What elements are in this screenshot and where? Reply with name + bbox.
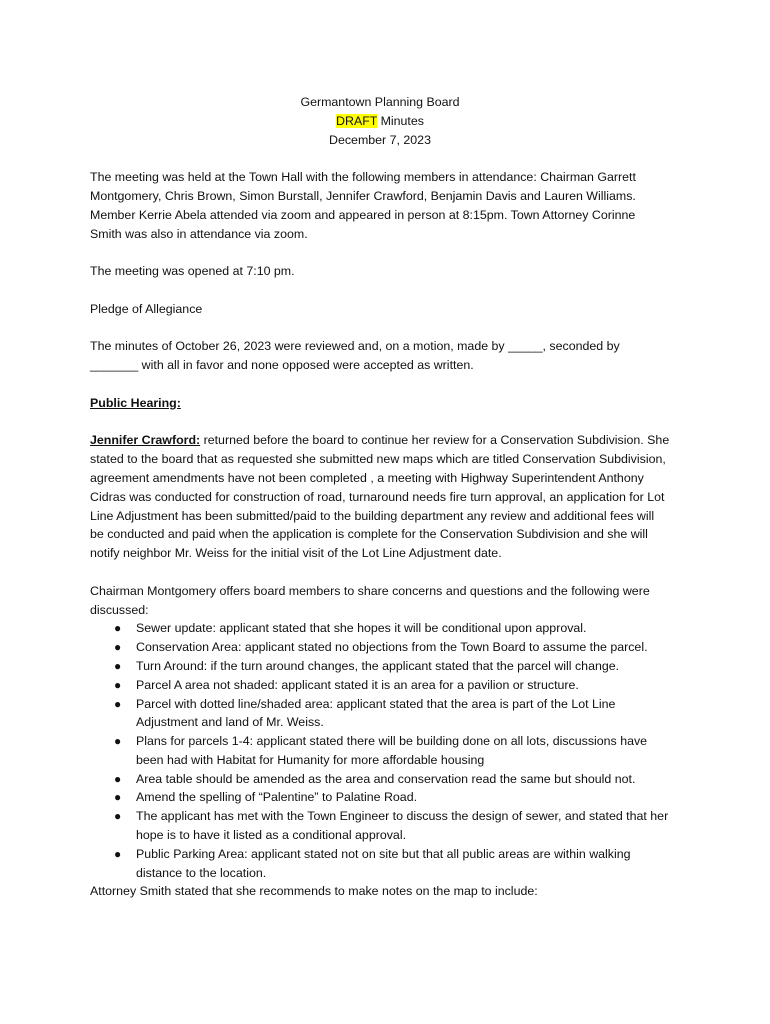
list-item [90, 657, 670, 676]
list-item-text: Turn Around: if the turn around changes, the applicant stated that the parcel will change. [136, 658, 620, 673]
list-item [90, 638, 670, 657]
list-item-text: Plans for parcels 1-4: applicant stated there will be building done on all lots, discussions have been had with Habitat for Humanity for more affordable housing [136, 734, 648, 767]
bullet-icon: ● [114, 809, 122, 824]
minutes-approval-paragraph: The minutes of October 26, 2023 were reviewed and, on a motion, made by _____, seconded by _______ with all in favor and none opposed were accepted as written. [90, 339, 620, 373]
crawford-paragraph [90, 431, 670, 563]
applicant-name: Jennifer Crawford: [90, 433, 201, 448]
pledge-paragraph: Pledge of Allegiance [90, 301, 203, 316]
list-item-text: Parcel with dotted line/shaded area: applicant stated that the area is part of the Lot Line Adjustment and land of Mr. Weiss. [136, 696, 616, 730]
attendance-paragraph: The meeting was held at the Town Hall with the following members in attendance: Chairman Garrett Montgomery, Chris Brown, Simon Burstall, Jennifer Crawford, Benjamin Davis and Lauren Williams. Member Kerrie Abela attended via zoom and appeared in person at 8:15pm. Town Attorney Corinne Smith was also in attendance via zoom. [90, 170, 636, 241]
board-name: Germantown Planning Board [300, 95, 460, 109]
document-header [90, 93, 670, 149]
list-item [90, 807, 670, 845]
list-item-text: Amend the spelling of “Palentine” to Palatine Road. [136, 790, 418, 805]
list-item-text: Area table should be amended as the area and conservation read the same but should not. [136, 771, 636, 786]
list-item [90, 845, 670, 883]
bullet-icon: ● [114, 790, 122, 805]
opened-paragraph: The meeting was opened at 7:10 pm. [90, 264, 295, 279]
public-hearing-heading [90, 394, 670, 413]
list-item [90, 695, 670, 733]
bullet-icon: ● [114, 677, 122, 692]
attorney-paragraph: Attorney Smith stated that she recommends to make notes on the map to include: [90, 884, 538, 899]
list-item [90, 770, 670, 789]
crawford-text: returned before the board to continue her review for a Conservation Subdivision. She stated to the board that as requested she submitted new maps which are titled Conservation Subdivision, agreement amendments have not been completed , a meeting with Highway Superintendent Anthony Cidras was conducted for construction of road, turnaround needs fire turn approval, an application for Lot Line Adjustment has been submitted/paid to the building department any review and additional fees will be conducted and paid when the application is complete for the Conservation Subdivision and she will notify neighbor Mr. Weiss for the initial visit of the Lot Line Adjustment date. [90, 433, 670, 561]
bullet-icon: ● [114, 846, 122, 861]
public-hearing-label: Public Hearing: [90, 395, 181, 410]
discussion-list [90, 619, 670, 882]
draft-highlight: DRAFT [336, 113, 378, 128]
bullet-icon: ● [114, 658, 122, 673]
draft-line [90, 112, 670, 131]
bullet-icon: ● [114, 640, 122, 655]
bullet-icon: ● [114, 771, 122, 786]
list-item [90, 676, 670, 695]
list-item-text: Conservation Area: applicant stated no objections from the Town Board to assume the parcel. [136, 640, 648, 655]
list-item-text: Sewer update: applicant stated that she hopes it will be conditional upon approval. [136, 621, 587, 636]
meeting-date: December 7, 2023 [329, 132, 431, 147]
list-item-text: The applicant has met with the Town Engineer to discuss the design of sewer, and stated that her hope is to have it listed as a conditional approval. [136, 809, 669, 843]
minutes-label: Minutes [377, 113, 424, 128]
list-item [90, 788, 670, 807]
bullet-icon: ● [114, 734, 122, 749]
list-item [90, 619, 670, 638]
bullet-icon: ● [114, 696, 122, 711]
bullet-icon: ● [114, 621, 122, 636]
document-body [90, 93, 670, 901]
list-item-text: Public Parking Area: applicant stated not on site but that all public areas are within walking distance to the location. [136, 846, 631, 880]
list-item [90, 732, 670, 770]
chairman-paragraph: Chairman Montgomery offers board members to share concerns and questions and the following were discussed: [90, 583, 650, 617]
list-item-text: Parcel A area not shaded: applicant stated it is an area for a pavilion or structure. [136, 677, 579, 692]
